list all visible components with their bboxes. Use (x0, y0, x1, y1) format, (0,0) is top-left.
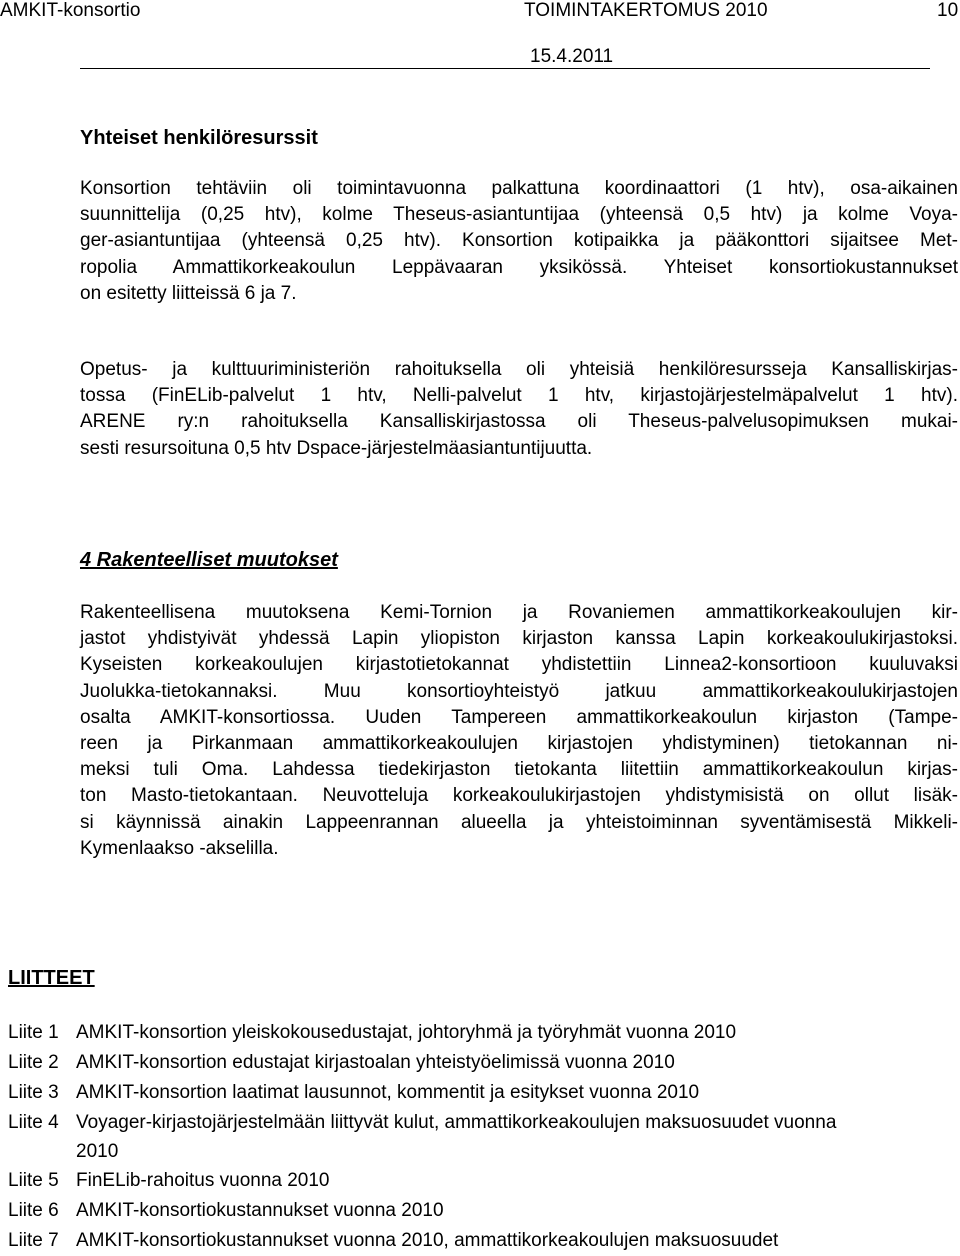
attachments-list (8, 1018, 958, 1256)
text-line: Opetus- ja kulttuuriministeriön rahoituksella oli yhteisiä henkilöresursseja Kansalliskirjas- (80, 359, 958, 380)
text-line: jastot yhdistyivät yhdessä Lapin yliopiston kirjaston kanssa Lapin korkeakoulukirjastoksi. (80, 628, 958, 650)
attachment-title: Voyager-kirjastojärjestelmään liittyvät kulut, ammattikorkeakoulujen maksuosuudet vuonna 2010 (76, 1112, 837, 1162)
text-line: on esitetty liitteissä 6 ja 7. (80, 282, 297, 304)
attachment-item (8, 1048, 958, 1078)
attachment-title: AMKIT-konsortion yleiskokousedustajat, johtoryhmä ja työryhmät vuonna 2010 (76, 1022, 737, 1043)
text-line: Konsortion tehtäviin oli toimintavuonna palkattuna koordinaattori (1 htv), osa-aikainen (80, 178, 958, 199)
attachment-item (8, 1018, 958, 1048)
header-org: AMKIT-konsortio (0, 0, 141, 21)
text-line: tossa (FinELib-palvelut 1 htv, Nelli-palvelut 1 htv, kirjastojärjestelmäpalvelut 1 htv). (80, 385, 958, 407)
attachments-heading: LIITTEET (8, 967, 95, 989)
text-line: Juolukka-tietokannaksi. Muu konsortioyhteistyö jatkuu ammattikorkeakoulukirjastojen (80, 680, 958, 702)
text-line: osalta AMKIT-konsortiossa. Uuden Tampereen ammattikorkeakoulun kirjaston (Tampe- (80, 706, 958, 728)
attachment-item (8, 1078, 958, 1108)
paragraph-henkiloresurssit-1 (80, 176, 958, 307)
text-line: ropolia Ammattikorkeakoulun Leppävaaran yksikössä. Yhteiset konsortiokustannukset (80, 256, 958, 278)
text-line: ton Masto-tietokantaan. Neuvotteluja korkeakoulukirjastojen yhdistymisistä on ollut lisäk- (80, 785, 958, 807)
attachment-title: AMKIT-konsortiokustannukset vuonna 2010, ammattikorkeakoulujen maksuosuudet (76, 1230, 779, 1251)
attachment-item (8, 1166, 958, 1196)
text-line: ger-asiantuntijaa (yhteensä 0,25 htv). Konsortion kotipaikka ja pääkonttori sijaitsee Met- (80, 230, 958, 252)
attachment-label: Liite 5 (8, 1170, 59, 1191)
text-line: Rakenteellisena muutoksena Kemi-Tornion ja Rovaniemen ammattikorkeakoulujen kir- (80, 602, 958, 623)
attachment-title: AMKIT-konsortiokustannukset vuonna 2010 (76, 1200, 444, 1221)
text-line: si käynnissä ainakin Lappeenrannan alueella ja yhteistoiminnan syventämisestä Mikkeli- (80, 811, 958, 833)
attachment-label: Liite 3 (8, 1082, 59, 1103)
attachment-label: Liite 4 (8, 1112, 59, 1133)
attachment-label: Liite 1 (8, 1022, 59, 1043)
text-line: ARENE ry:n rahoituksella Kansalliskirjastossa oli Theseus-palvelusopimuksen mukai- (80, 411, 958, 433)
text-line: meksi tuli Oma. Lahdessa tiedekirjaston tietokanta liitettiin ammattikorkeakoulun kirjas- (80, 759, 958, 781)
paragraph-henkiloresurssit-2 (80, 357, 958, 462)
text-line: sesti resursoituna 0,5 htv Dspace-järjestelmäasiantuntijuutta. (80, 437, 593, 459)
header-rule (80, 68, 930, 69)
header-report-title: TOIMINTAKERTOMUS 2010 (524, 0, 768, 21)
text-line: Kyseisten korkeakoulujen kirjastotietokannat yhdistettiin Linnea2-konsortioon kuuluvaksi (80, 654, 958, 676)
attachment-label: Liite 7 (8, 1230, 59, 1251)
attachment-title: FinELib-rahoitus vuonna 2010 (76, 1170, 330, 1191)
attachment-title: AMKIT-konsortion edustajat kirjastoalan yhteistyöelimissä vuonna 2010 (76, 1052, 675, 1073)
attachment-title: AMKIT-konsortion laatimat lausunnot, kommentit ja esitykset vuonna 2010 (76, 1082, 700, 1103)
header-page-number: 10 (937, 0, 959, 21)
attachment-label: Liite 2 (8, 1052, 59, 1073)
header-date: 15.4.2011 (530, 46, 614, 67)
text-line: Kymenlaakso -akselilla. (80, 837, 279, 859)
paragraph-rakenteelliset-muutokset (80, 600, 958, 862)
attachment-item (8, 1196, 958, 1226)
chapter-heading-rakenteelliset-muutokset: 4 Rakenteelliset muutokset (80, 549, 338, 571)
text-line: suunnittelija (0,25 htv), kolme Theseus-asiantuntijaa (yhteensä 0,5 htv) ja kolme Voya- (80, 204, 958, 226)
section-heading-henkiloresurssit: Yhteiset henkilöresurssit (80, 127, 318, 149)
attachment-item (8, 1108, 868, 1166)
text-line: reen ja Pirkanmaan ammattikorkeakoulujen kirjastojen yhdistyminen) tietokannan ni- (80, 733, 958, 755)
attachment-label: Liite 6 (8, 1200, 59, 1221)
attachment-item (8, 1226, 958, 1256)
